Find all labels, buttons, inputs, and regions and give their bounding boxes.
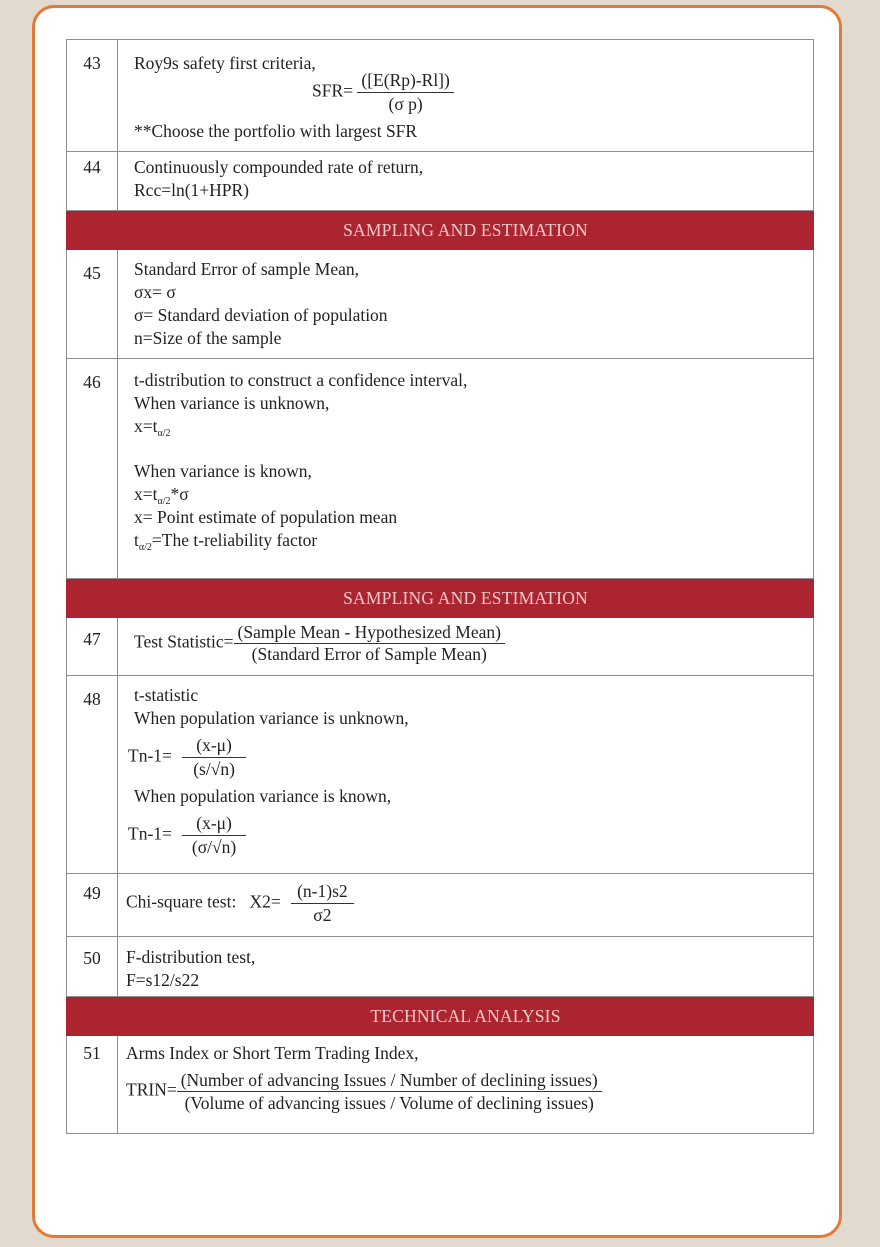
row-number: 45 bbox=[67, 250, 118, 359]
table-row bbox=[67, 1036, 814, 1134]
table-row bbox=[67, 359, 814, 579]
subscript: α/2 bbox=[157, 428, 171, 439]
row-line: n=Size of the sample bbox=[134, 328, 282, 348]
fraction-denominator: σ2 bbox=[313, 905, 332, 925]
row-number: 51 bbox=[67, 1036, 118, 1134]
formula-fraction bbox=[357, 69, 453, 116]
row-line: Arms Index or Short Term Trading Index, bbox=[126, 1043, 419, 1063]
section-title: TECHNICAL ANALYSIS bbox=[118, 997, 814, 1036]
fraction-numerator: (x-μ) bbox=[182, 812, 246, 836]
fraction-denominator: (σ p) bbox=[388, 94, 423, 114]
row-line: σ= Standard deviation of population bbox=[134, 305, 388, 325]
row-line: t-distribution to construct a confidence interval, bbox=[134, 370, 468, 390]
section-header bbox=[67, 579, 814, 618]
fraction-numerator: ([E(Rp)-Rl]) bbox=[357, 69, 453, 93]
row-line: x= Point estimate of population mean bbox=[134, 507, 398, 527]
row-line: t-statistic bbox=[134, 685, 199, 705]
formula-lhs: Chi-square test: X2= bbox=[126, 891, 281, 912]
table-row bbox=[67, 250, 814, 359]
row-line: When population variance is known, bbox=[134, 786, 392, 806]
section-title: SAMPLING AND ESTIMATION bbox=[118, 211, 814, 250]
row-line: F-distribution test, bbox=[126, 947, 256, 967]
row-line: F=s12/s22 bbox=[126, 970, 200, 990]
table-row bbox=[67, 40, 814, 152]
row-number: 43 bbox=[67, 40, 118, 152]
fraction-denominator: (s/√n) bbox=[193, 759, 235, 779]
row-line: Continuously compounded rate of return, bbox=[134, 157, 424, 177]
row-number: 48 bbox=[67, 676, 118, 874]
row-number: 46 bbox=[67, 359, 118, 579]
formula-fraction bbox=[182, 734, 246, 781]
formula-fraction bbox=[234, 622, 505, 665]
formula-lhs: Test Statistic= bbox=[134, 631, 234, 652]
fraction-denominator: (σ/√n) bbox=[191, 837, 237, 857]
section-title: SAMPLING AND ESTIMATION bbox=[118, 579, 814, 618]
formula-table bbox=[66, 39, 814, 1134]
row-title: Roy9s safety first criteria, bbox=[134, 53, 316, 73]
fraction-denominator: (Standard Error of Sample Mean) bbox=[251, 644, 487, 664]
row-line: Rcc=ln(1+HPR) bbox=[134, 180, 250, 200]
table-row bbox=[67, 874, 814, 937]
formula-lhs: Tn-1= bbox=[128, 823, 172, 844]
table-row bbox=[67, 676, 814, 874]
row-line: When variance is unknown, bbox=[134, 393, 330, 413]
formula-fraction bbox=[291, 880, 354, 927]
formula-fraction bbox=[182, 812, 246, 859]
row-line: $x=t_{\alpha/2}*\sigma$ bbox=[134, 484, 189, 507]
table-row bbox=[67, 937, 814, 997]
table-row bbox=[67, 618, 814, 676]
subscript: α/2 bbox=[157, 496, 171, 507]
row-line: When variance is known, bbox=[134, 461, 312, 481]
row-number: 49 bbox=[67, 874, 118, 937]
row-line: When population variance is unknown, bbox=[134, 708, 409, 728]
section-header bbox=[67, 211, 814, 250]
row-note: **Choose the portfolio with largest SFR bbox=[134, 121, 418, 141]
fraction-numerator: (x-μ) bbox=[182, 734, 246, 758]
fraction-numerator: (n-1)s2 bbox=[291, 880, 354, 904]
formula-lhs: Tn-1= bbox=[128, 745, 172, 766]
subscript: α/2 bbox=[138, 542, 152, 553]
section-header bbox=[67, 997, 814, 1036]
fraction-numerator: (Sample Mean - Hypothesized Mean) bbox=[234, 622, 505, 644]
row-line: σx= σ bbox=[134, 282, 176, 302]
row-number: 44 bbox=[67, 152, 118, 211]
table-row bbox=[67, 152, 814, 211]
formula-lhs: SFR= bbox=[312, 80, 354, 101]
row-number: 47 bbox=[67, 618, 118, 676]
row-number: 50 bbox=[67, 937, 118, 997]
formula-lhs: TRIN= bbox=[126, 1079, 177, 1100]
row-line: $x=t_{\alpha/2}$ bbox=[134, 416, 171, 439]
formula-fraction bbox=[177, 1069, 602, 1114]
row-line: Standard Error of sample Mean, bbox=[134, 259, 359, 279]
row-line: $t_{\alpha/2}=The$ t-reliability factor bbox=[134, 530, 318, 553]
fraction-denominator: (Volume of advancing issues / Volume of declining issues) bbox=[184, 1093, 594, 1113]
fraction-numerator: (Number of advancing Issues / Number of declining issues) bbox=[177, 1069, 602, 1092]
